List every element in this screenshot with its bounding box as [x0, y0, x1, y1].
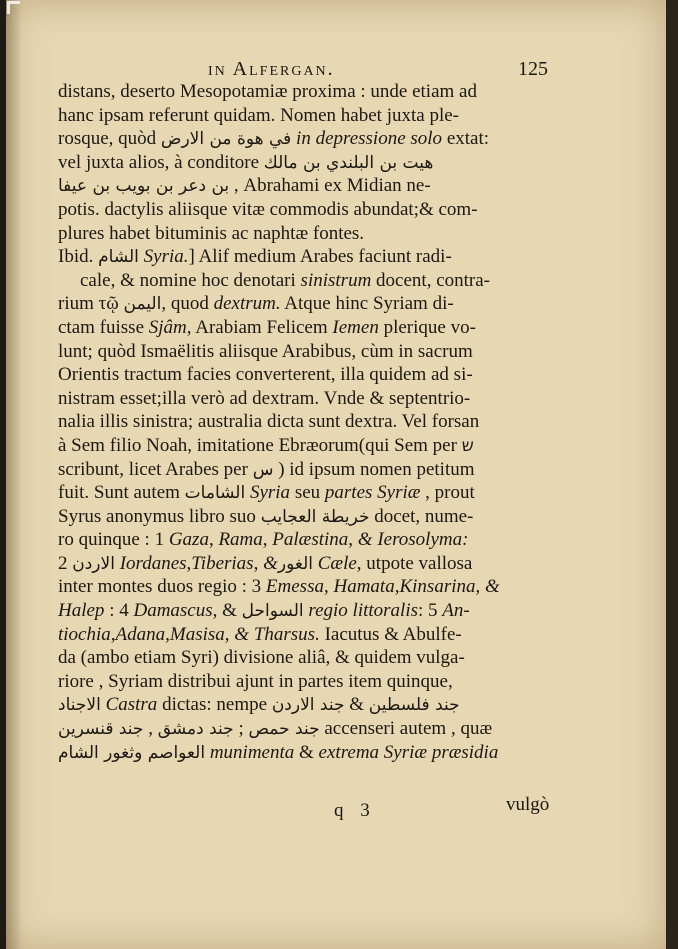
- text-run: distans, deserto Mesopotamiæ proxima : unde etiam ad: [58, 81, 477, 102]
- text-line: [58, 316, 548, 340]
- arabic-run: الغور: [277, 553, 313, 574]
- text-run: ,: [323, 576, 334, 598]
- arabic-run: الاجناد: [58, 695, 101, 716]
- italic-run: Emessa: [265, 576, 324, 598]
- text-run: à Sem filio Noah, imitatione Ebræorum(qui Sem per: [58, 434, 462, 456]
- italic-run: regio littoralis: [308, 600, 419, 622]
- italic-run: Iordanes: [119, 552, 187, 574]
- text-line: [58, 434, 548, 458]
- arabic-run: العواصم وثغور الشام: [58, 742, 206, 763]
- text-run: ,: [262, 529, 273, 551]
- text-run: : 5: [418, 600, 443, 622]
- text-run: ,: [475, 576, 485, 598]
- text-line: [58, 127, 548, 151]
- italic-run: Halep: [58, 600, 105, 622]
- text-line: [58, 646, 548, 670]
- text-run: plerique vo-: [378, 316, 476, 338]
- catchword: vulgò: [506, 794, 550, 815]
- arabic-run: الشامات: [184, 483, 246, 504]
- text-run: riore , Syriam distribui ajunt in partes item quinque,: [58, 670, 453, 692]
- text-line: [58, 387, 548, 411]
- text-run: rium τῷ: [58, 293, 124, 315]
- italic-run: munimenta: [209, 741, 295, 763]
- text-run: Iacutus & Abulfe-: [319, 623, 462, 645]
- text-run: nistram esset;illa verò ad dextram. Vnde & septentrio-: [58, 387, 471, 409]
- arabic-run: ש: [461, 435, 474, 456]
- arabic-run: جند دمشق: [157, 719, 234, 740]
- text-line: [58, 741, 548, 765]
- text-run: plures habet bituminis ac naphtæ fontes.: [58, 222, 365, 244]
- italic-run: Masisa: [169, 623, 225, 645]
- text-run: hanc ipsam referunt quidam.: [58, 104, 276, 126]
- text-run: ,: [394, 576, 400, 598]
- italic-run: & Tharsus.: [234, 623, 320, 645]
- italic-run: Adana: [115, 623, 166, 645]
- text-run: ctam fuisse: [58, 316, 149, 338]
- text-run: nalia illis sinistra; australia dicta sunt dextra. Vel forsan: [58, 411, 480, 433]
- arabic-run: س: [252, 459, 274, 480]
- text-run: , utpote vallosa: [356, 552, 473, 574]
- text-run: vel juxta alios, à conditore: [58, 151, 264, 173]
- italic-run: Cæle: [317, 552, 357, 574]
- text-run: seu: [290, 482, 325, 504]
- italic-run: tiochia: [58, 623, 111, 645]
- text-run: &: [294, 741, 319, 763]
- italic-run: Kinsarina: [399, 576, 476, 598]
- text-line: [58, 599, 548, 623]
- text-run: ) id ipsum nomen petitum: [273, 458, 475, 480]
- text-run: lunt; quòd Ismaëlitis aliisque Arabibus, cùm in sacrum: [58, 340, 473, 362]
- text-line: [58, 481, 548, 505]
- text-line: [58, 410, 548, 434]
- text-run: ,: [186, 552, 192, 574]
- text-run: , prout: [420, 482, 475, 504]
- italic-run: Syria.: [143, 246, 189, 268]
- italic-run: partes Syriæ: [324, 482, 421, 504]
- italic-run: extrema Syriæ præsidia: [318, 741, 499, 763]
- text-line: [58, 80, 548, 104]
- text-line: [58, 198, 548, 222]
- arabic-run: الشام: [98, 247, 139, 268]
- text-line: [58, 151, 548, 175]
- text-line: [58, 174, 548, 198]
- text-run: da (ambo etiam Syri) divisione aliâ, & quidem vulga-: [58, 647, 465, 669]
- text-line: [58, 528, 548, 552]
- text-run: ,: [224, 623, 235, 645]
- text-run: ,: [348, 529, 358, 551]
- italic-run: Gaza: [168, 529, 209, 551]
- text-run: fuit. Sunt autem: [58, 482, 185, 504]
- text-run: , Arabiam Felicem: [186, 316, 333, 338]
- italic-run: Tiberias: [191, 552, 254, 574]
- text-run: docet, nume-: [369, 505, 474, 527]
- text-run: , Abrahami ex Midian ne-: [229, 175, 431, 197]
- text-line: [58, 575, 548, 599]
- text-run: docent, contra-: [371, 269, 490, 291]
- text-run: ;: [233, 718, 249, 740]
- corner-mark: [7, 1, 20, 14]
- text-line: [58, 717, 548, 741]
- text-run: scribunt, licet Arabes per: [58, 458, 253, 480]
- text-run: Nomen habet juxta ple-: [280, 104, 459, 126]
- arabic-run: اليمن: [123, 294, 162, 315]
- book-page: [6, 0, 666, 949]
- italic-run: Hamata: [333, 576, 395, 598]
- italic-run: An-: [442, 600, 470, 622]
- text-run: extat:: [442, 128, 490, 150]
- body-text: [58, 80, 548, 764]
- text-run: ,: [165, 623, 170, 645]
- arabic-run: هيت بن البلندي بن مالك: [263, 152, 434, 173]
- text-line: [58, 623, 548, 647]
- text-run: ,: [110, 623, 116, 645]
- text-run: ,: [208, 529, 219, 551]
- arabic-run: الاردن: [72, 553, 115, 574]
- text-run: ,: [143, 718, 158, 740]
- text-run: rosque, quòd: [58, 128, 161, 150]
- text-run: potis. dactylis aliisque vitæ commodis abundat;& com-: [58, 198, 478, 220]
- text-line: [58, 245, 548, 269]
- running-title: in Alfergan.: [208, 58, 335, 80]
- italic-run: Iemen: [332, 316, 379, 338]
- italic-run: Rama: [218, 529, 263, 551]
- text-line: [58, 222, 548, 246]
- page-binding-shadow: [6, 0, 22, 949]
- text-line: [58, 552, 548, 576]
- text-line: [58, 670, 548, 694]
- italic-run: &: [263, 552, 278, 574]
- text-line: [58, 292, 548, 316]
- arabic-run: خريطة العجايب: [260, 506, 370, 527]
- text-run: Atque hinc Syriam di-: [280, 293, 454, 315]
- signature-mark: q 3: [334, 800, 376, 821]
- italic-run: sinistrum: [300, 269, 372, 291]
- text-run: dictas: nempe: [157, 694, 272, 716]
- italic-run: Syria: [249, 482, 291, 504]
- text-run: ro quinque : 1: [58, 529, 169, 551]
- folio-number: 125: [518, 58, 548, 80]
- text-run: inter montes duos regio : 3: [58, 576, 266, 598]
- arabic-run: جند الاردن: [271, 695, 345, 716]
- text-run: ,: [253, 552, 264, 574]
- arabic-run: بن دعر بن بويب بن عيفا: [58, 176, 230, 197]
- running-header: [58, 58, 548, 82]
- text-run: ] Alif medium Arabes faciunt radi-: [188, 246, 452, 268]
- arabic-run: جند فلسطين: [368, 695, 460, 716]
- text-line: [58, 363, 548, 387]
- italic-run: dextrum.: [213, 293, 281, 315]
- text-line: [58, 505, 548, 529]
- arabic-run: جند حمص: [248, 719, 320, 740]
- italic-run: Damascus: [133, 600, 213, 622]
- page-edge-dark: [666, 0, 678, 949]
- text-run: cale, & nomine hoc denotari: [80, 269, 301, 291]
- text-run: accenseri autem , quæ: [319, 718, 493, 740]
- text-run: Syrus anonymus libro suo: [58, 505, 261, 527]
- italic-run: &: [485, 576, 500, 598]
- text-line: [58, 693, 548, 717]
- italic-run: in depressione solo: [296, 128, 443, 150]
- text-line: [58, 458, 548, 482]
- text-run: : 4: [104, 600, 134, 622]
- text-run: Orientis tractum facies converterent, illa quidem ad si-: [58, 364, 473, 386]
- text-run: &: [344, 694, 369, 716]
- italic-run: Sjâm: [148, 316, 187, 338]
- text-line: [58, 104, 548, 128]
- text-line: [58, 269, 548, 293]
- italic-run: & Ierosolyma:: [357, 529, 469, 551]
- arabic-run: في هوة من الارض: [160, 129, 292, 150]
- text-run: Ibid.: [58, 246, 99, 268]
- italic-run: Palæstina: [272, 529, 349, 551]
- text-run: 2: [58, 552, 73, 574]
- text-line: [58, 340, 548, 364]
- italic-run: Castra: [105, 694, 158, 716]
- text-run: , quod: [161, 293, 214, 315]
- arabic-run: السواحل: [241, 601, 304, 622]
- arabic-run: جند قنسرين: [58, 719, 144, 740]
- text-run: , &: [212, 600, 242, 622]
